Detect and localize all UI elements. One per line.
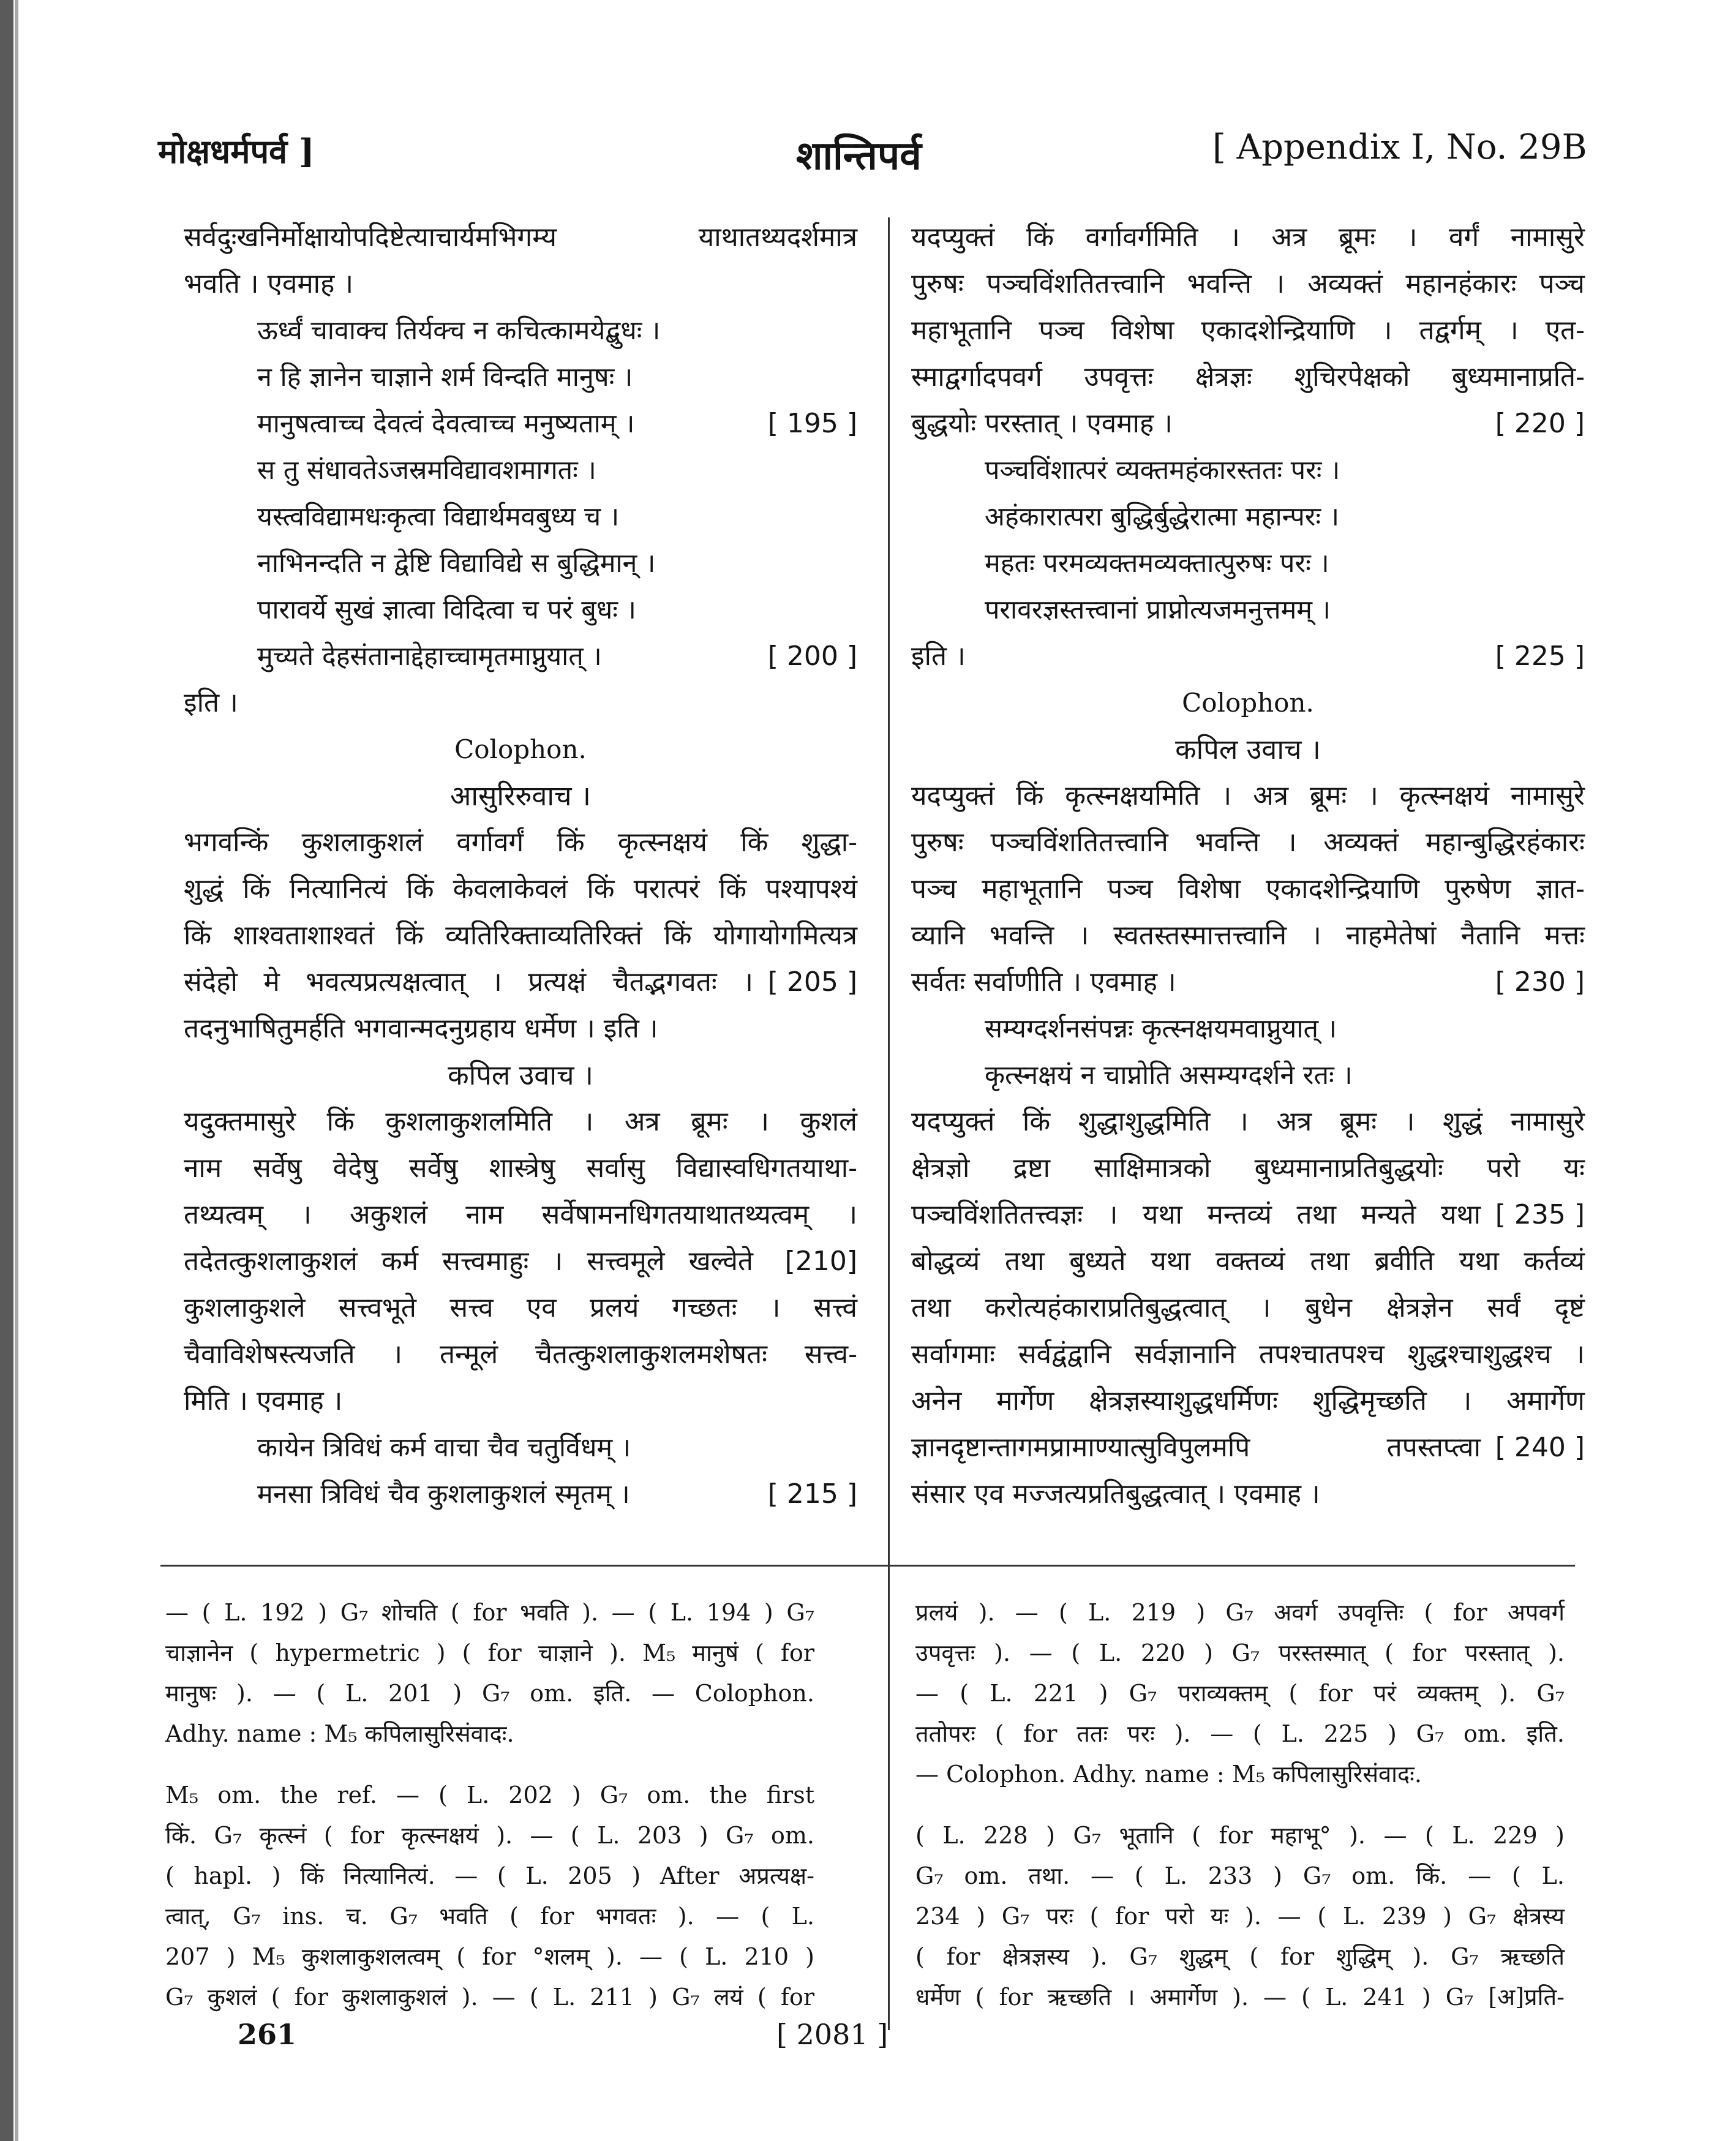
prose-line: किं शाश्वताशाश्वतं किं व्यतिरिक्ताव्यतिरिक्तं किं योगायोगमित्यत्र: [184, 920, 857, 951]
prose-line: चैवाविशेषस्त्यजति । तन्मूलं चैतत्कुशलाकुशलमशेषतः सत्त्व-: [184, 1339, 857, 1370]
footnote-rule: [160, 1565, 1575, 1567]
prose-line: भवति । एवमाह ।: [184, 268, 354, 299]
footnote-line: — ( L. 221 ) G₇ पराव्यक्तम् ( for परं व्यक्तम् ). G₇: [915, 1680, 1565, 1707]
footnote-line: उपवृत्तः ). — ( L. 220 ) G₇ परस्तस्मात् ( for परस्तात् ).: [915, 1639, 1565, 1666]
verse-line: ऊर्ध्वं चावाक्च तिर्यक्च न कचित्कामयेद्बुधः ।: [257, 315, 661, 346]
prose-line: पञ्चविंशतितत्त्वज्ञः । यथा मन्तव्यं तथा मन्यते यथा [ 235 ]: [911, 1192, 1585, 1238]
prose-line: यदुक्तमासुरे किं कुशलाकुशलमिति । अत्र ब्रूमः । कुशलं: [184, 1106, 857, 1137]
prose-line: मिति । एवमाह ।: [184, 1385, 343, 1417]
prose-line: संसार एव मज्जत्यप्रतिबुद्धत्वात् । एवमाह ।: [911, 1478, 1320, 1510]
running-header-right: [ Appendix I, No. 29B: [1212, 127, 1587, 167]
footnote-line: धर्मेण ( for ऋच्छति । अमार्गेण ). — ( L. 241 ) G₇ [अ]प्रति-: [915, 1984, 1565, 2011]
scan-edge-light: [15, 0, 18, 2141]
footnote-line: Adhy. name : M₅ कपिलासुरिसंवादः.: [165, 1720, 514, 1747]
footnote-line: G₇ om. तथा. — ( L. 233 ) G₇ om. किं. — ( L.: [915, 1862, 1565, 1889]
line-number: [ 200 ]: [767, 641, 857, 672]
verse-line: परावरज्ञस्तत्त्वानां प्राप्नोत्यजमनुत्तमम् ।: [985, 595, 1331, 625]
prose-line: यदप्युक्तं किं वर्गावर्गमिति । अत्र ब्रूमः । वर्गं नामासुरे: [911, 222, 1585, 253]
footnote-line: त्वात्, G₇ ins. च. G₇ भवति ( for भगवतः ). — ( L.: [165, 1903, 814, 1930]
volume-page-number: [ 2081 ]: [776, 2018, 889, 2051]
footnote-line: G₇ कुशलं ( for कुशलाकुशलं ). — ( L. 211 ) G₇ लयं ( for: [165, 1984, 814, 2011]
verse-line: न हि ज्ञानेन चाज्ञाने शर्म विन्दति मानुषः ।: [257, 362, 633, 393]
speaker-heading: आसुरिरुवाच ।: [450, 780, 591, 812]
verse-line: कायेन त्रिविधं कर्म वाचा चैव चतुर्विधम् ।: [257, 1432, 631, 1463]
verse-line: मुच्यते देहसंतानाद्देहाच्चामृतमाप्नुयात् । [ 200 ]: [184, 633, 857, 680]
line-number: [ 220 ]: [1495, 408, 1585, 439]
prose-line: बुद्धयोः परस्तात् । एवमाह । [ 220 ]: [911, 401, 1585, 447]
footnote-line: ( hapl. ) किं नित्यानित्यं. — ( L. 205 ) After अप्रत्यक्ष-: [165, 1862, 814, 1889]
prose-line: इति ।: [184, 687, 238, 718]
prose-line: महाभूतानि पञ्च विशेषा एकादशेन्द्रियाणि । तद्वर्गम् । एत-: [911, 315, 1585, 346]
page-number: 261: [238, 2018, 297, 2051]
footnote-line: ( L. 228 ) G₇ भूतानि ( for महाभू° ). — ( L. 229 ): [915, 1822, 1565, 1849]
prose-line: तथा करोत्यहंकाराप्रतिबुद्धत्वात् । बुधेन क्षेत्रज्ञेन सर्वं दृष्टं: [911, 1292, 1585, 1323]
prose-line: संदेहो मे भवत्यप्रत्यक्षत्वात् । प्रत्यक्षं चैतद्भगवतः । [ 205 ]: [184, 959, 857, 1006]
footnote-line: M₅ om. the ref. — ( L. 202 ) G₇ om. the first: [165, 1782, 814, 1808]
verse-line: महतः परमव्यक्तमव्यक्तात्पुरुषः परः ।: [985, 548, 1329, 579]
prose-line: अनेन मार्गेण क्षेत्रज्ञस्याशुद्धधर्मिणः शुद्धिमृच्छति । अमार्गेण: [911, 1385, 1585, 1417]
verse-line: मानुषत्वाच्च देवत्वं देवत्वाच्च मनुष्यताम् । [ 195 ]: [184, 401, 857, 447]
prose-line: तदनुभाषितुमर्हति भगवान्मदनुग्रहाय धर्मेण । इति ।: [184, 1013, 658, 1044]
prose-line: तथ्यत्वम् । अकुशलं नाम सर्वेषामनधिगतयाथातथ्यत्वम् ।: [184, 1199, 857, 1230]
footnote-gap: [915, 1794, 1565, 1815]
prose-line: यदप्युक्तं किं कृत्स्नक्षयमिति । अत्र ब्रूमः । कृत्स्नक्षयं नामासुरे: [911, 780, 1585, 811]
line-number: [ 205 ]: [767, 966, 857, 998]
verse-line: कृत्स्नक्षयं न चाप्नोति असम्यग्दर्शने रतः ।: [985, 1060, 1353, 1091]
prose-line: भगवन्किं कुशलाकुशलं वर्गावर्गं किं कृत्स्नक्षयं किं शुद्धा-: [184, 827, 857, 858]
prose-line: सर्वागमाः सर्वद्वंद्वानि सर्वज्ञानानि तपश्चातपश्च शुद्धश्चाशुद्धश्च ।: [911, 1339, 1585, 1370]
verse-line: मनसा त्रिविधं चैव कुशलाकुशलं स्मृतम् । [ 215 ]: [184, 1471, 857, 1518]
prose-line: बोद्धव्यं तथा बुध्यते यथा वक्तव्यं तथा ब्रवीति यथा कर्तव्यं: [911, 1246, 1585, 1277]
prose-line: सर्वदुःखनिर्मोक्षायोपदिष्टेत्याचार्यमभिगम्य याथातथ्यदर्शमात्र: [184, 222, 857, 253]
prose-line: ज्ञानदृष्टान्तागमप्रामाण्यात्सुविपुलमपि तपस्तप्त्वा [ 240 ]: [911, 1424, 1585, 1471]
footnote-line: ततोपरः ( for ततः परः ). — ( L. 225 ) G₇ om. इति.: [915, 1720, 1565, 1747]
prose-line: क्षेत्रज्ञो द्रष्टा साक्षिमात्रको बुध्यमानाप्रतिबुद्धयोः परो यः: [911, 1153, 1585, 1184]
verse-line: पञ्चविंशात्परं व्यक्तमहंकारस्ततः परः ।: [985, 455, 1340, 486]
prose-line: पञ्च महाभूतानि पञ्च विशेषा एकादशेन्द्रियाणि पुरुषेण ज्ञात-: [911, 873, 1585, 905]
prose-line: तदेतत्कुशलाकुशलं कर्म सत्त्वमाहुः । सत्त्वमूले खल्वेते [210]: [184, 1238, 857, 1285]
prose-line: यदप्युक्तं किं शुद्धाशुद्धमिति । अत्र ब्रूमः । शुद्धं नामासुरे: [911, 1106, 1585, 1137]
verse-line: स तु संधावतेऽजस्रमविद्यावशमागतः ।: [257, 455, 596, 486]
prose-line: शुद्धं किं नित्यानित्यं किं केवलाकेवलं किं परात्परं किं पश्यापश्यं: [184, 873, 857, 905]
column-divider: [888, 217, 890, 2030]
footnote-gap: [165, 1754, 814, 1775]
speaker-heading: कपिल उवाच ।: [448, 1059, 593, 1091]
line-number: [ 225 ]: [1495, 641, 1585, 672]
footnote-line: प्रलयं ). — ( L. 219 ) G₇ अवर्ग उपवृत्तिः ( for अपवर्ग: [915, 1599, 1565, 1626]
running-header-title: शान्तिपर्व: [796, 133, 922, 179]
footnote-line: मानुषः ). — ( L. 201 ) G₇ om. इति. — Colophon.: [165, 1680, 814, 1707]
prose-line: कुशलाकुशले सत्त्वभूते सत्त्व एव प्रलयं गच्छतः । सत्त्वं: [184, 1292, 857, 1323]
scan-edge-dark: [0, 0, 13, 2141]
colophon-heading: Colophon.: [454, 734, 587, 764]
prose-line: पुरुषः पञ्चविंशतितत्त्वानि भवन्ति । अव्यक्तं महान्बुद्धिरहंकारः: [911, 827, 1585, 858]
line-number: [ 215 ]: [767, 1478, 857, 1510]
verse-line: सम्यग्दर्शनसंपन्नः कृत्स्नक्षयमवाप्नुयात् ।: [985, 1014, 1337, 1044]
line-number: [210]: [784, 1246, 857, 1277]
prose-line: पुरुषः पञ्चविंशतितत्त्वानि भवन्ति । अव्यक्तं महानहंकारः पञ्च: [911, 268, 1585, 299]
verse-line: यस्त्वविद्यामधःकृत्वा विद्यार्थमवबुध्य च ।: [257, 502, 620, 532]
verse-line: अहंकारात्परा बुद्धिर्बुद्धेरात्मा महान्परः ।: [985, 502, 1340, 532]
prose-line: नाम सर्वेषु वेदेषु सर्वेषु शास्त्रेषु सर्वासु विद्यास्वधिगतयाथा-: [184, 1153, 857, 1184]
footnote-line: चाज्ञानेन ( hypermetric ) ( for चाज्ञाने ). M₅ मानुषं ( for: [165, 1639, 814, 1666]
prose-line: स्माद्वर्गादपवर्ग उपवृत्तः क्षेत्रज्ञः शुचिरपेक्षको बुध्यमानाप्रति-: [911, 361, 1585, 393]
line-number: [ 195 ]: [767, 408, 857, 439]
speaker-heading: कपिल उवाच ।: [1175, 733, 1321, 766]
footnotes-right: [915, 1592, 1565, 2017]
footnote-line: 234 ) G₇ परः ( for परो यः ). — ( L. 239 ) G₇ क्षेत्रस्य: [915, 1903, 1565, 1930]
colophon-heading: Colophon.: [1182, 688, 1314, 718]
footnote-line: 207 ) M₅ कुशलाकुशलत्वम् ( for °शलम् ). — ( L. 210 ): [165, 1943, 814, 1970]
footnote-line: ( for क्षेत्रज्ञस्य ). G₇ शुद्धम् ( for शुद्धिम् ). G₇ ऋच्छति: [915, 1943, 1565, 1970]
footnote-line: — ( L. 192 ) G₇ शोचति ( for भवति ). — ( L. 194 ) G₇: [165, 1599, 814, 1626]
line-number: [ 240 ]: [1495, 1432, 1585, 1463]
right-text-column: [911, 214, 1585, 1518]
prose-line: इति । [ 225 ]: [911, 633, 1585, 680]
left-text-column: [184, 214, 857, 1518]
line-number: [ 230 ]: [1495, 966, 1585, 998]
footnote-line: — Colophon. Adhy. name : M₅ कपिलासुरिसंवादः.: [915, 1761, 1422, 1788]
running-header-left: मोक्षधर्मपर्व ]: [158, 132, 315, 171]
prose-line: सर्वतः सर्वाणीति । एवमाह । [ 230 ]: [911, 959, 1585, 1006]
verse-line: पारावर्ये सुखं ज्ञात्वा विदित्वा च परं बुधः ।: [257, 595, 636, 625]
verse-line: नाभिनन्दति न द्वेष्टि विद्याविद्ये स बुद्धिमान् ।: [257, 548, 656, 579]
line-number: [ 235 ]: [1495, 1199, 1585, 1230]
prose-line: व्यानि भवन्ति । स्वतस्तस्मात्तत्त्वानि । नाहमेतेषां नैतानि मत्तः: [911, 920, 1585, 951]
footnote-line: किं. G₇ कृत्स्नं ( for कृत्स्नक्षयं ). — ( L. 203 ) G₇ om.: [165, 1822, 814, 1849]
footnotes-left: [165, 1592, 814, 2017]
